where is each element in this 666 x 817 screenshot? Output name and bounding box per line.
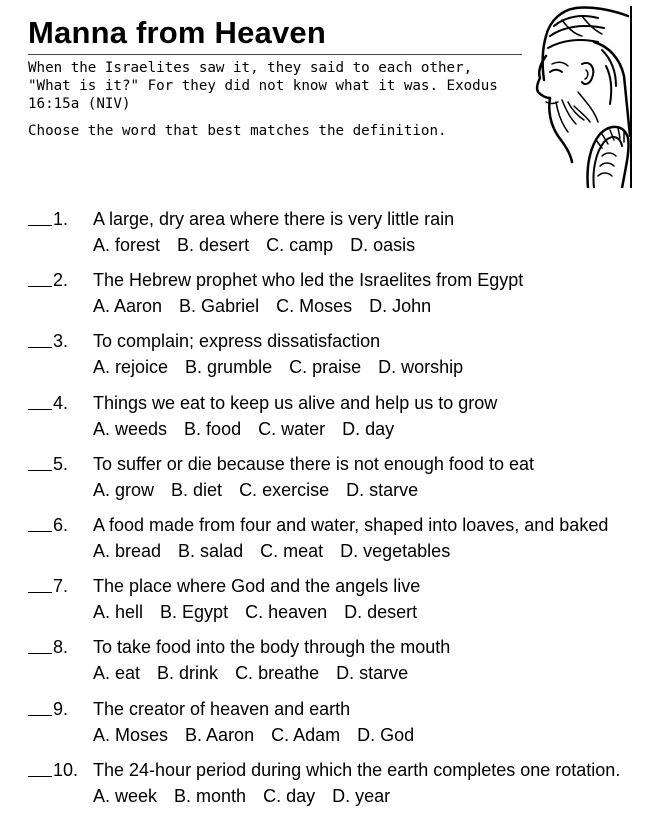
answer-choices — [93, 723, 414, 747]
answer-choice: C. water — [258, 418, 326, 439]
answer-choice: B. food — [184, 418, 242, 439]
answer-choice: D. worship — [378, 357, 464, 378]
answer-choice: A. rejoice — [93, 357, 169, 378]
question-definition: The Hebrew prophet who led the Israelites from Egypt — [93, 270, 524, 291]
answer-blank — [28, 653, 52, 654]
answer-choice: C. camp — [266, 235, 334, 255]
answer-blank — [28, 531, 52, 532]
page-title: Manna from Heaven — [28, 15, 326, 50]
question-definition: A food made from four and water, shaped into loaves, and baked — [93, 514, 609, 535]
answer-choice: B. diet — [171, 479, 223, 500]
answer-choice: B. Gabriel — [179, 296, 260, 317]
moses-portrait-icon — [532, 6, 632, 188]
question-number: 5. — [53, 453, 69, 474]
question-definition: Things we eat to keep us alive and help us to grow — [93, 392, 498, 413]
answer-blank — [28, 347, 52, 348]
question-item — [28, 205, 660, 266]
answer-choices — [93, 478, 418, 502]
answer-blank — [28, 470, 52, 471]
answer-choice: C. Moses — [276, 296, 353, 317]
question-definition: The 24-hour period during which the earth completes one rotation. — [93, 759, 621, 780]
answer-choice: D. oasis — [350, 235, 416, 255]
question-definition: The place where God and the angels live — [93, 576, 421, 597]
question-item — [28, 756, 660, 817]
answer-choices — [93, 417, 394, 441]
answer-choice: D. God — [357, 724, 415, 745]
answer-choice: D. desert — [344, 602, 418, 623]
question-number: 9. — [53, 698, 69, 719]
answer-choice: A. hell — [93, 602, 144, 623]
answer-blank — [28, 592, 52, 593]
answer-choice: C. meat — [260, 540, 324, 561]
answer-choice: B. desert — [177, 235, 250, 255]
question-definition: A large, dry area where there is very little rain — [93, 209, 455, 229]
answer-choices — [93, 233, 415, 257]
answer-choice: B. grumble — [185, 357, 273, 378]
question-item — [28, 450, 660, 511]
answer-choice: A. Moses — [93, 724, 169, 745]
answer-choice: C. heaven — [245, 602, 328, 623]
question-definition: To take food into the body through the mouth — [93, 637, 451, 658]
answer-choices — [93, 661, 408, 685]
instructions-text: Choose the word that best matches the definition. — [28, 123, 447, 139]
question-definition: The creator of heaven and earth — [93, 698, 351, 719]
answer-choice: D. day — [342, 418, 395, 439]
answer-choices — [93, 539, 450, 563]
answer-choice: A. week — [93, 785, 158, 806]
question-number: 8. — [53, 637, 69, 658]
title-divider — [28, 54, 522, 55]
answer-blank — [28, 776, 52, 777]
question-item — [28, 266, 660, 327]
answer-choice: C. Adam — [271, 724, 341, 745]
question-definition: To suffer or die because there is not enough food to eat — [93, 453, 534, 474]
answer-blank — [28, 225, 52, 226]
question-item — [28, 633, 660, 694]
answer-choice: D. year — [332, 785, 391, 806]
worksheet-header — [28, 14, 522, 140]
question-definition: To complain; express dissatisfaction — [93, 331, 381, 352]
answer-blank — [28, 715, 52, 716]
answer-choice: A. Aaron — [93, 296, 163, 317]
question-number: 10. — [53, 759, 79, 780]
question-number: 6. — [53, 514, 69, 535]
answer-choice: D. starve — [346, 479, 419, 500]
question-item — [28, 389, 660, 450]
question-item — [28, 572, 660, 633]
answer-choice: D. vegetables — [340, 540, 451, 561]
answer-choices — [93, 600, 417, 624]
answer-choice: D. starve — [336, 663, 409, 684]
question-list — [28, 205, 660, 817]
question-item — [28, 511, 660, 572]
answer-choice: B. drink — [157, 663, 219, 684]
scripture-verse: When the Israelites saw it, they said to each other, "What is it?" For they did not know what it was. Exodus 16:15a (NIV) — [28, 60, 498, 112]
answer-choices — [93, 355, 463, 379]
answer-choice: C. exercise — [239, 479, 330, 500]
question-item — [28, 327, 660, 388]
answer-choice: B. Egypt — [160, 602, 229, 623]
question-number: 2. — [53, 270, 69, 291]
answer-choice: B. Aaron — [185, 724, 255, 745]
answer-choice: C. praise — [289, 357, 362, 378]
answer-blank — [28, 409, 52, 410]
question-number: 3. — [53, 331, 69, 352]
question-item — [28, 695, 660, 756]
answer-choice: A. eat — [93, 663, 141, 684]
answer-choice: A. weeds — [93, 418, 168, 439]
answer-choice: B. salad — [178, 540, 244, 561]
answer-choice: A. grow — [93, 479, 155, 500]
answer-choices — [93, 294, 431, 318]
answer-choice: C. day — [263, 785, 316, 806]
answer-choice: A. forest — [93, 235, 161, 255]
answer-blank — [28, 286, 52, 287]
question-number: 7. — [53, 576, 69, 597]
answer-choices — [93, 784, 390, 808]
answer-choice: C. breathe — [235, 663, 320, 684]
question-number: 4. — [53, 392, 69, 413]
answer-choice: B. month — [174, 785, 247, 806]
answer-choice: D. John — [369, 296, 432, 317]
answer-choice: A. bread — [93, 540, 162, 561]
question-number: 1. — [53, 209, 69, 229]
